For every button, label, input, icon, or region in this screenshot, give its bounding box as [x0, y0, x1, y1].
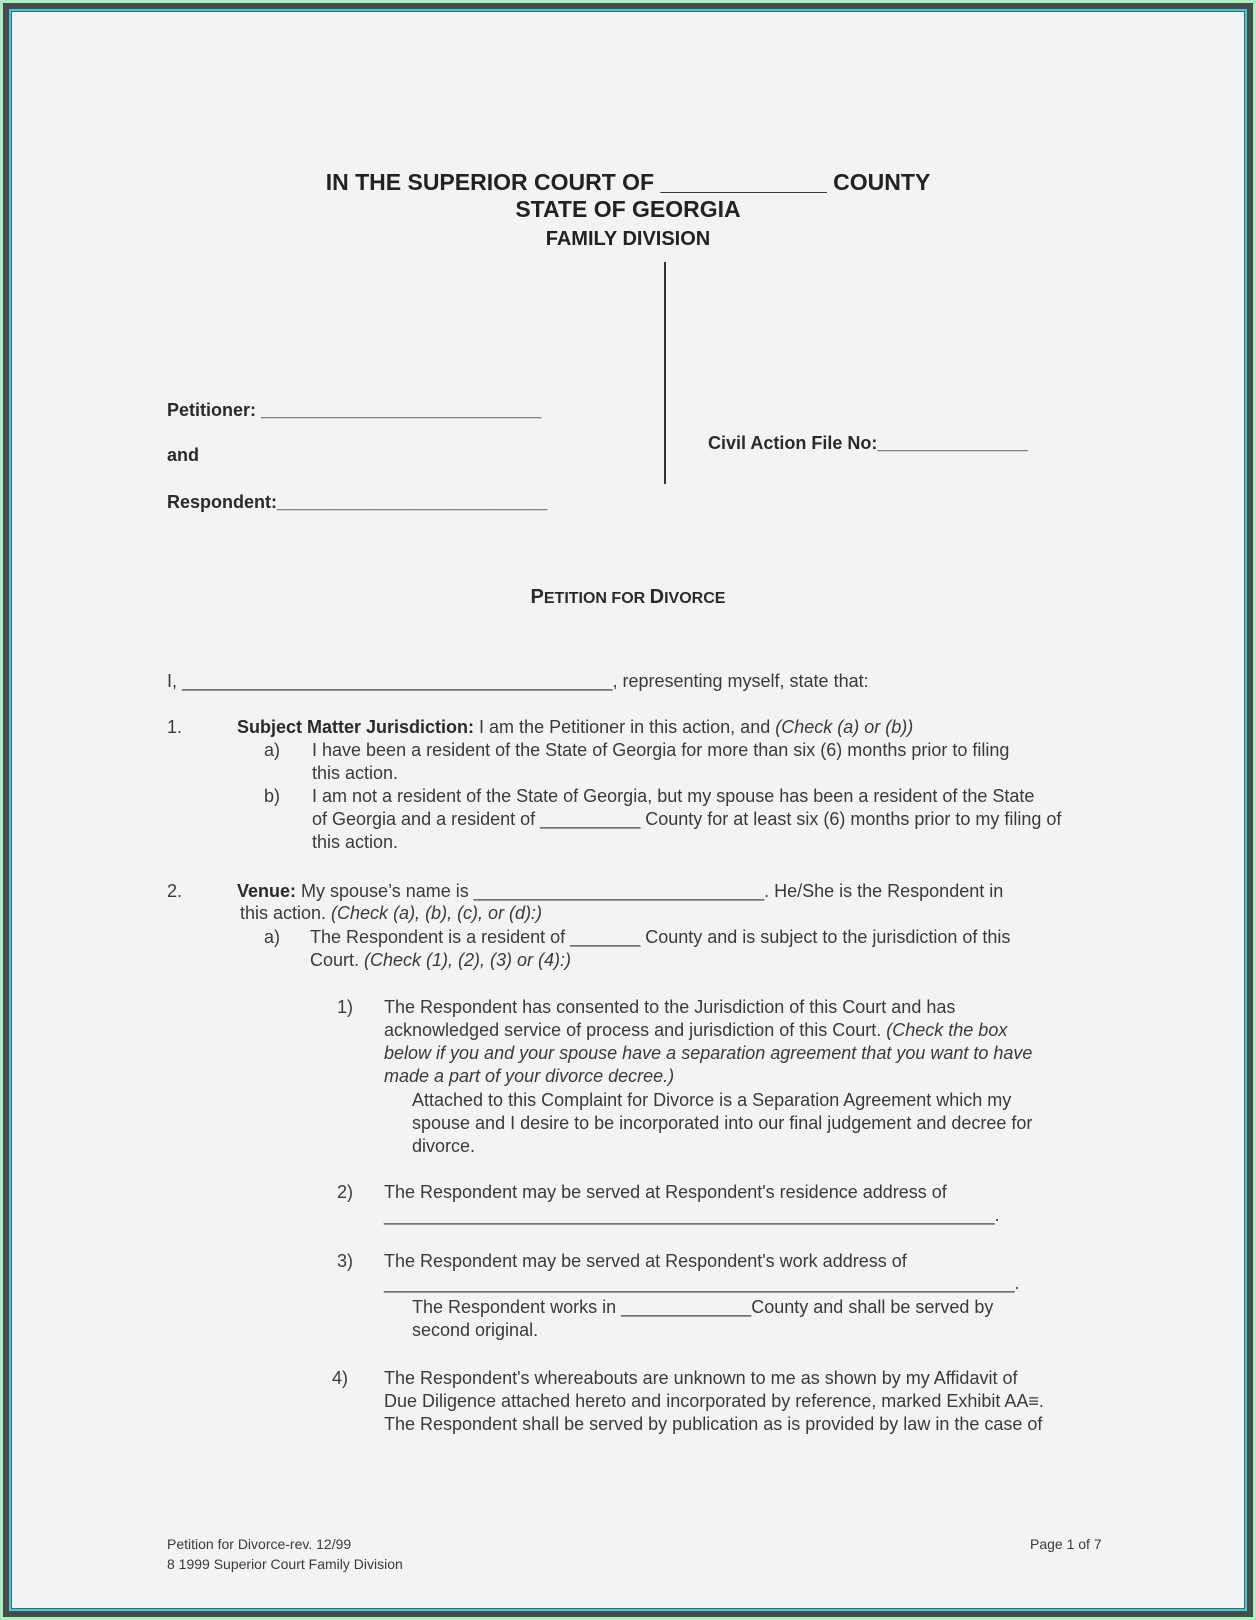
document-title: PETITION FOR DIVORCE: [530, 586, 726, 608]
work-county-text: The Respondent works in _____________County and shall be served by: [412, 1297, 994, 1317]
division-heading: FAMILY DIVISION: [545, 228, 711, 250]
option-a-label: a): [264, 740, 281, 760]
document-page: [12, 12, 1244, 1608]
civil-action-field: Civil Action File No:_______________: [708, 433, 1028, 453]
section-2-line-2: this action. (Check (a), (b), (c), or (d):): [240, 903, 543, 923]
option-b-text-end: this action.: [312, 832, 399, 852]
caption-divider: [664, 262, 666, 484]
section-2-heading-line: Venue: My spouse’s name is _____________________________. He/She is the Respondent in: [237, 881, 1004, 901]
separation-agreement-text: Attached to this Complaint for Divorce is a Separation Agreement which my: [412, 1090, 1012, 1110]
respondent-field: Respondent:___________________________: [167, 492, 548, 512]
item-4-text: The Respondent's whereabouts are unknown to me as shown by my Affidavit of: [384, 1368, 1018, 1388]
work-address-line: _______________________________________________________________.: [384, 1273, 1020, 1293]
intro-statement: I, ___________________________________________, representing myself, state that:: [167, 671, 869, 691]
item-1-label: 1): [337, 997, 354, 1017]
item-2-text: The Respondent may be served at Respondent's residence address of: [384, 1182, 947, 1202]
footer-form-id: Petition for Divorce-rev. 12/99: [167, 1536, 352, 1552]
work-county-text-2: second original.: [412, 1320, 539, 1340]
item-3-label: 3): [337, 1251, 354, 1271]
option-a-text: I have been a resident of the State of Georgia for more than six (6) months prior to filing: [312, 740, 1010, 760]
footer-page-number: Page 1 of 7: [1030, 1536, 1102, 1552]
item-1-text-4: made a part of your divorce decree.): [384, 1066, 675, 1086]
item-1-text: The Respondent has consented to the Jurisdiction of this Court and has: [384, 997, 956, 1017]
state-heading: STATE OF GEORGIA: [515, 196, 741, 222]
item-4-text-3: The Respondent shall be served by publication as is provided by law in the case of: [384, 1414, 1043, 1434]
court-heading: IN THE SUPERIOR COURT OF _____________ COUNTY: [325, 169, 931, 195]
option-b-label: b): [264, 786, 281, 806]
separation-agreement-text-2: spouse and I desire to be incorporated into our final judgement and decree for: [412, 1113, 1033, 1133]
residence-address-line: _____________________________________________________________.: [384, 1205, 1000, 1225]
item-2-label: 2): [337, 1182, 354, 1202]
option-b-text-cont: of Georgia and a resident of __________ County for at least six (6) months prior to my filing of: [312, 809, 1062, 829]
item-4-text-2: Due Diligence attached hereto and incorporated by reference, marked Exhibit AA≡.: [384, 1391, 1044, 1411]
and-label: and: [167, 445, 200, 465]
petitioner-field: Petitioner: ____________________________: [167, 400, 542, 420]
section-1-number: 1.: [167, 717, 183, 737]
option-b-text: I am not a resident of the State of Georgia, but my spouse has been a resident of the State: [312, 786, 1035, 806]
item-1-text-3: below if you and your spouse have a separation agreement that you want to have: [384, 1043, 1033, 1063]
footer-copyright: 8 1999 Superior Court Family Division: [167, 1556, 403, 1572]
item-3-text: The Respondent may be served at Respondent's work address of: [384, 1251, 907, 1271]
option-a-text-cont: this action.: [312, 763, 399, 783]
separation-agreement-text-3: divorce.: [412, 1136, 476, 1156]
venue-a-text: The Respondent is a resident of _______ County and is subject to the jurisdiction of this: [310, 927, 1011, 947]
venue-a-label: a): [264, 927, 281, 947]
venue-a-text-cont: Court. (Check (1), (2), (3) or (4):): [310, 950, 572, 970]
section-2-number: 2.: [167, 881, 183, 901]
item-4-label: 4): [332, 1368, 349, 1388]
section-1-heading-line: Subject Matter Jurisdiction: I am the Petitioner in this action, and (Check (a) or (b)): [237, 717, 914, 737]
item-1-text-2: acknowledged service of process and jurisdiction of this Court. (Check the box: [384, 1020, 1008, 1040]
